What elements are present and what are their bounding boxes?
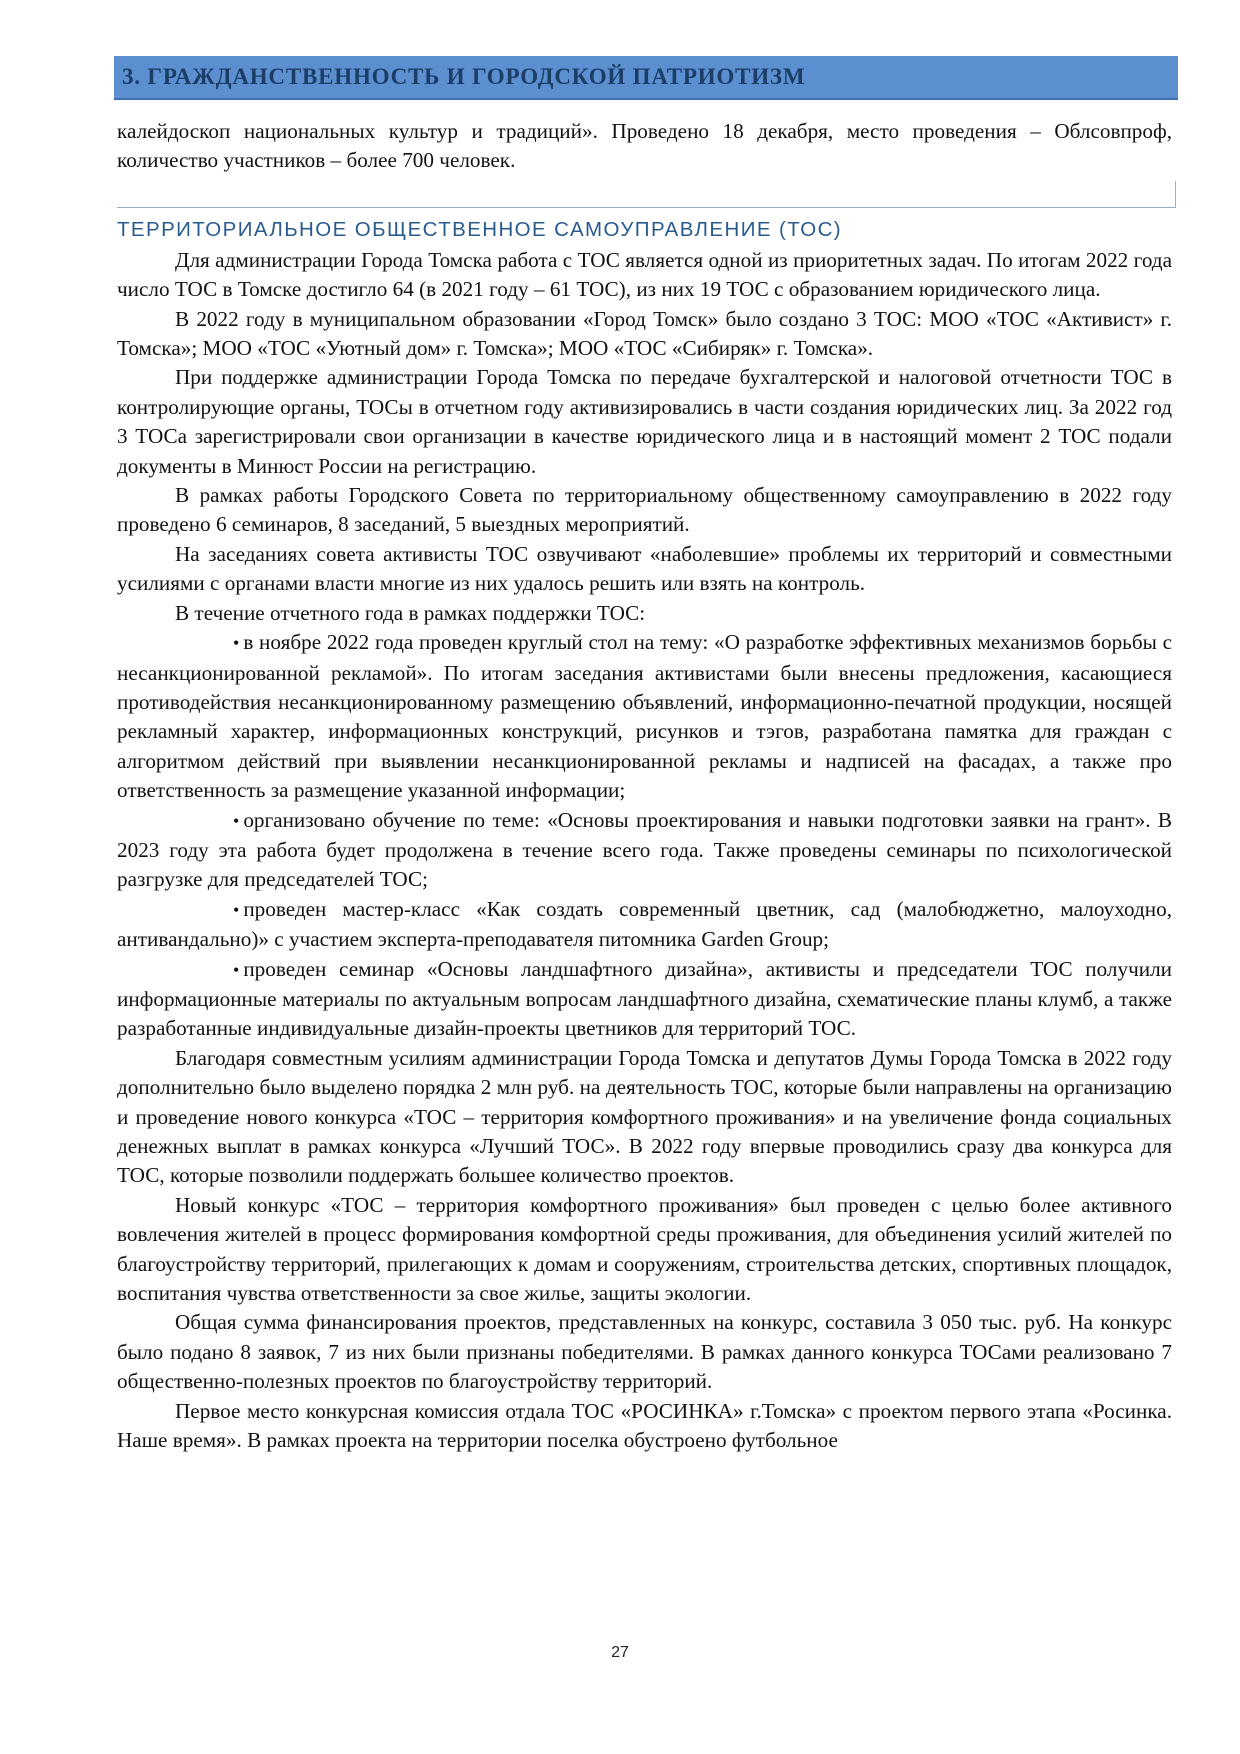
bullet-icon: • — [233, 810, 240, 831]
bullet-item — [117, 628, 1172, 805]
intro-paragraph: калейдоскоп национальных культур и традиций». Проведено 18 декабря, место проведения – Облсовпроф, количество участников – более 700 человек. — [117, 119, 1172, 173]
paragraph: Новый конкурс «ТОС – территория комфортного проживания» был проведен с целью более активного вовлечения жителей в процесс формирования комфортной среды проживания, для объединения усилий жителей по благоустройству территорий, прилегающих к домам и сооружениям, строительства детских, спортивных площадок, воспитания чувства ответственности за свое жилье, защиты экологии. — [117, 1192, 1172, 1306]
section-title: ТЕРРИТОРИАЛЬНОЕ ОБЩЕСТВЕННОЕ САМОУПРАВЛЕНИЕ (ТОС) — [117, 217, 843, 241]
paragraph: При поддержке администрации Города Томска по передаче бухгалтерской и налоговой отчетности ТОС в контролирующие органы, ТОСы в отчетном году активизировались в части создания юридических лиц. За 2022 год 3 ТОСа зарегистрировали свои организации в качестве юридического лица и в настоящий момент 2 ТОС подали документы в Минюст России на регистрацию. — [117, 365, 1172, 478]
page-number: 27 — [611, 1644, 629, 1661]
paragraph: Общая сумма финансирования проектов, представленных на конкурс, составила 3 050 тыс. руб. На конкурс было подано 8 заявок, 7 из них были признаны победителями. В рамках данного конкурса ТОСами реализовано 7 общественно-полезных проектов по благоустройству территорий. — [117, 1310, 1172, 1394]
bullet-text: в ноябре 2022 года проведен круглый стол на тему: «О разработке эффективных механизмов борьбы с несанкционированной рекламой». По итогам заседания активистами были внесены предложения, касающиеся противодействия несанкционированному размещению объявлений, информационно-печатной продукции, носящей рекламный характер, информационных конструкций, рисунков и тэгов, разработана памятка для граждан с алгоритмом действий при выявлении несанкционированной рекламы и надписей на фасадах, а также про ответственность за размещение указанной информации; — [117, 630, 1172, 803]
paragraph: Благодаря совместным усилиям администрации Города Томска и депутатов Думы Города Томска в 2022 году дополнительно было выделено порядка 2 млн руб. на деятельность ТОС, которые были направлены на организацию и проведение нового конкурса «ТОС – территория комфортного проживания» и на увеличение фонда социальных денежных выплат в рамках конкурса «Лучший ТОС». В 2022 году впервые проводились сразу два конкурса для ТОС, которые позволили поддержать большее количество проектов. — [117, 1045, 1172, 1188]
bullet-item — [117, 895, 1172, 955]
empty-table-cell — [117, 181, 1176, 208]
paragraph: В течение отчетного года в рамках поддержки ТОС: — [175, 600, 646, 625]
bullet-icon: • — [233, 899, 240, 920]
paragraph: В рамках работы Городского Совета по территориальному общественному самоуправлению в 2022 году проведено 6 семинаров, 8 заседаний, 5 выездных мероприятий. — [117, 483, 1172, 537]
paragraph: В 2022 году в муниципальном образовании «Город Томск» было создано 3 ТОС: МОО «ТОС «Активист» г. Томска»; МОО «ТОС «Уютный дом» г. Томска»; МОО «ТОС «Сибиряк» г. Томска». — [117, 306, 1172, 361]
bullet-icon: • — [233, 633, 240, 654]
paragraph: На заседаниях совета активисты ТОС озвучивают «наболевшие» проблемы их территорий и совместными усилиями с органами власти многие из них удалось решить или взять на контроль. — [117, 541, 1172, 596]
bullet-text: организовано обучение по теме: «Основы проектирования и навыки подготовки заявки на грант». В 2023 году эта работа будет продолжена в течение всего года. Также проведены семинары по психологической разгрузке для председателей ТОС; — [117, 807, 1172, 892]
paragraph: Первое место конкурсная комиссия отдала ТОС «РОСИНКА» г.Томска» с проектом первого этапа «Росинка. Наше время». В рамках проекта на территории поселка обустроено футбольное — [117, 1398, 1172, 1453]
chapter-header-bar — [114, 56, 1178, 100]
bullet-text: проведен мастер-класс «Как создать современный цветник, сад (малобюджетно, малоуходно, антивандально)» с участием эксперта-преподавателя питомника Garden Group; — [117, 896, 1172, 952]
bullet-text: проведен семинар «Основы ландшафтного дизайна», активисты и председатели ТОС получили информационные материалы по актуальным вопросам ландшафтного дизайна, схематические планы клумб, а также разработанные индивидуальные дизайн-проекты цветников для территорий ТОС. — [117, 956, 1172, 1041]
paragraph: Для администрации Города Томска работа с ТОС является одной из приоритетных задач. По итогам 2022 года число ТОС в Томске достигло 64 (в 2021 году – 61 ТОС), из них 19 ТОС с образованием юридического лица. — [117, 247, 1172, 302]
bullet-item — [117, 955, 1172, 1044]
bullet-icon: • — [233, 959, 240, 980]
chapter-title: 3. ГРАЖДАНСТВЕННОСТЬ И ГОРОДСКОЙ ПАТРИОТИЗМ — [122, 64, 806, 89]
page-content — [117, 117, 1172, 1455]
bullet-item — [117, 806, 1172, 895]
